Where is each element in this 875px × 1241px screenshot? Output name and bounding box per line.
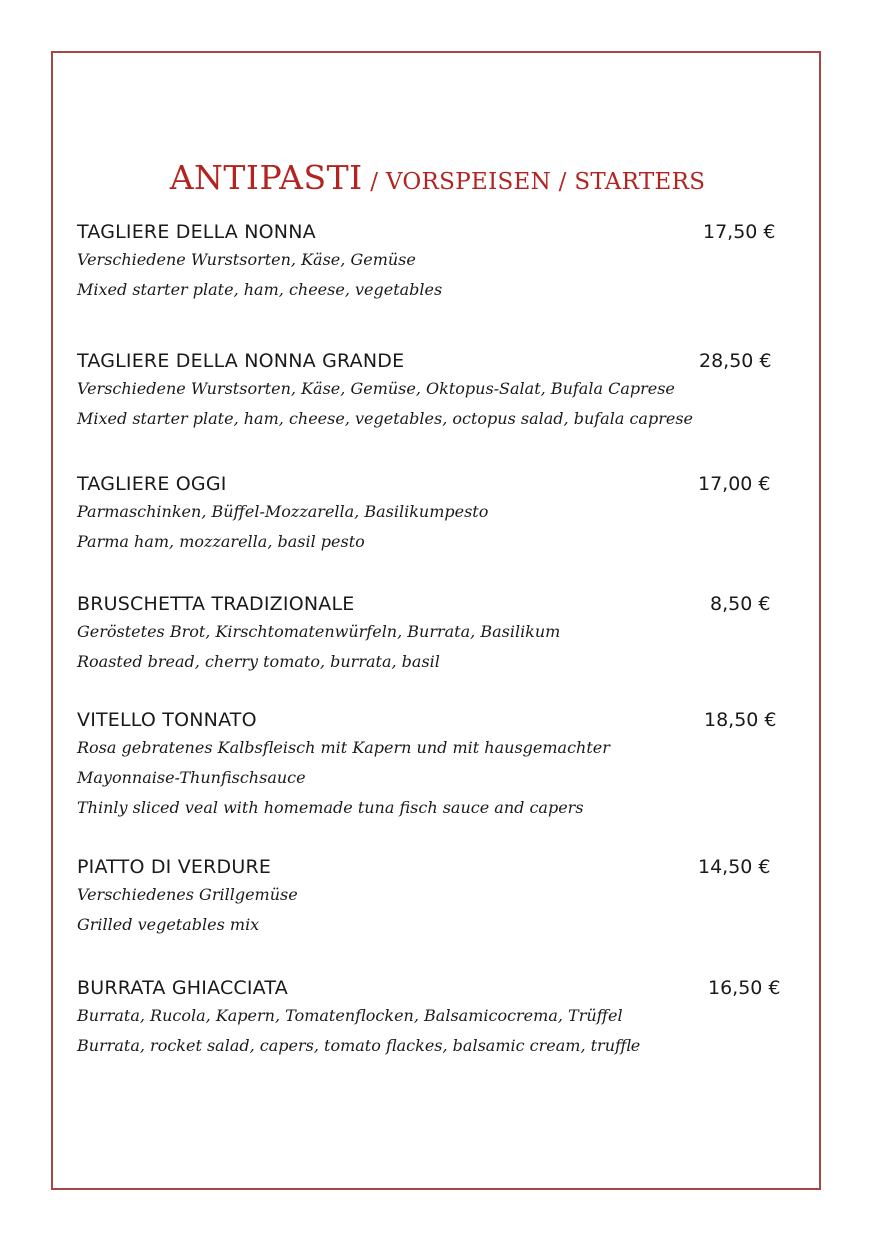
menu-item <box>77 219 792 305</box>
menu-item-description-en: Mixed starter plate, ham, cheese, vegetables, octopus salad, bufala caprese <box>77 409 693 428</box>
menu-item-description-en: Roasted bread, cherry tomato, burrata, basil <box>77 652 440 671</box>
menu-heading-main: ANTIPASTI <box>169 158 363 197</box>
menu-item-name: TAGLIERE OGGI <box>77 473 227 495</box>
menu-item-description-de: Parmaschinken, Büffel-Mozzarella, Basilikumpesto <box>77 502 489 521</box>
menu-item-description-en: Mixed starter plate, ham, cheese, vegetables <box>77 280 443 299</box>
menu-item-description-de: Geröstetes Brot, Kirschtomatenwürfeln, Burrata, Basilikum <box>77 622 561 641</box>
menu-item-name: TAGLIERE DELLA NONNA <box>77 221 316 243</box>
menu-item <box>77 707 792 823</box>
menu-item <box>77 975 792 1061</box>
menu-item-name: VITELLO TONNATO <box>77 709 257 731</box>
menu-heading <box>0 158 875 197</box>
menu-item-description-en: Thinly sliced veal with homemade tuna fisch sauce and capers <box>77 798 584 817</box>
menu-item-description-de: Verschiedenes Grillgemüse <box>77 885 298 904</box>
menu-item-description-en: Parma ham, mozzarella, basil pesto <box>77 532 365 551</box>
menu-item-name: TAGLIERE DELLA NONNA GRANDE <box>77 350 405 372</box>
menu-item <box>77 348 792 434</box>
menu-item-description-en: Grilled vegetables mix <box>77 915 260 934</box>
menu-item <box>77 471 792 557</box>
menu-item-price: 28,50 € <box>699 350 772 372</box>
menu-item-description-de: Verschiedene Wurstsorten, Käse, Gemüse <box>77 250 416 269</box>
menu-item-price: 17,50 € <box>703 221 776 243</box>
menu-item-price: 17,00 € <box>698 473 771 495</box>
menu-item-name: BURRATA GHIACCIATA <box>77 977 288 999</box>
menu-item-name: BRUSCHETTA TRADIZIONALE <box>77 593 355 615</box>
menu-item-description-de: Verschiedene Wurstsorten, Käse, Gemüse, Oktopus-Salat, Bufala Caprese <box>77 379 675 398</box>
menu-item-price: 8,50 € <box>710 593 771 615</box>
menu-item <box>77 854 792 940</box>
menu-item-price: 14,50 € <box>698 856 771 878</box>
menu-item-description-de: Rosa gebratenes Kalbsfleisch mit Kapern und mit hausgemachter <box>77 738 610 757</box>
menu-heading-sub: / VORSPEISEN / STARTERS <box>362 169 706 195</box>
menu-item-description-de-cont: Mayonnaise-Thunfischsauce <box>77 768 306 787</box>
menu-item-name: PIATTO DI VERDURE <box>77 856 272 878</box>
menu-item-price: 16,50 € <box>708 977 781 999</box>
menu-item-description-de: Burrata, Rucola, Kapern, Tomatenflocken, Balsamicocrema, Trüffel <box>77 1006 623 1025</box>
menu-item <box>77 591 792 677</box>
menu-item-description-en: Burrata, rocket salad, capers, tomato flackes, balsamic cream, truffle <box>77 1036 641 1055</box>
menu-item-price: 18,50 € <box>704 709 777 731</box>
